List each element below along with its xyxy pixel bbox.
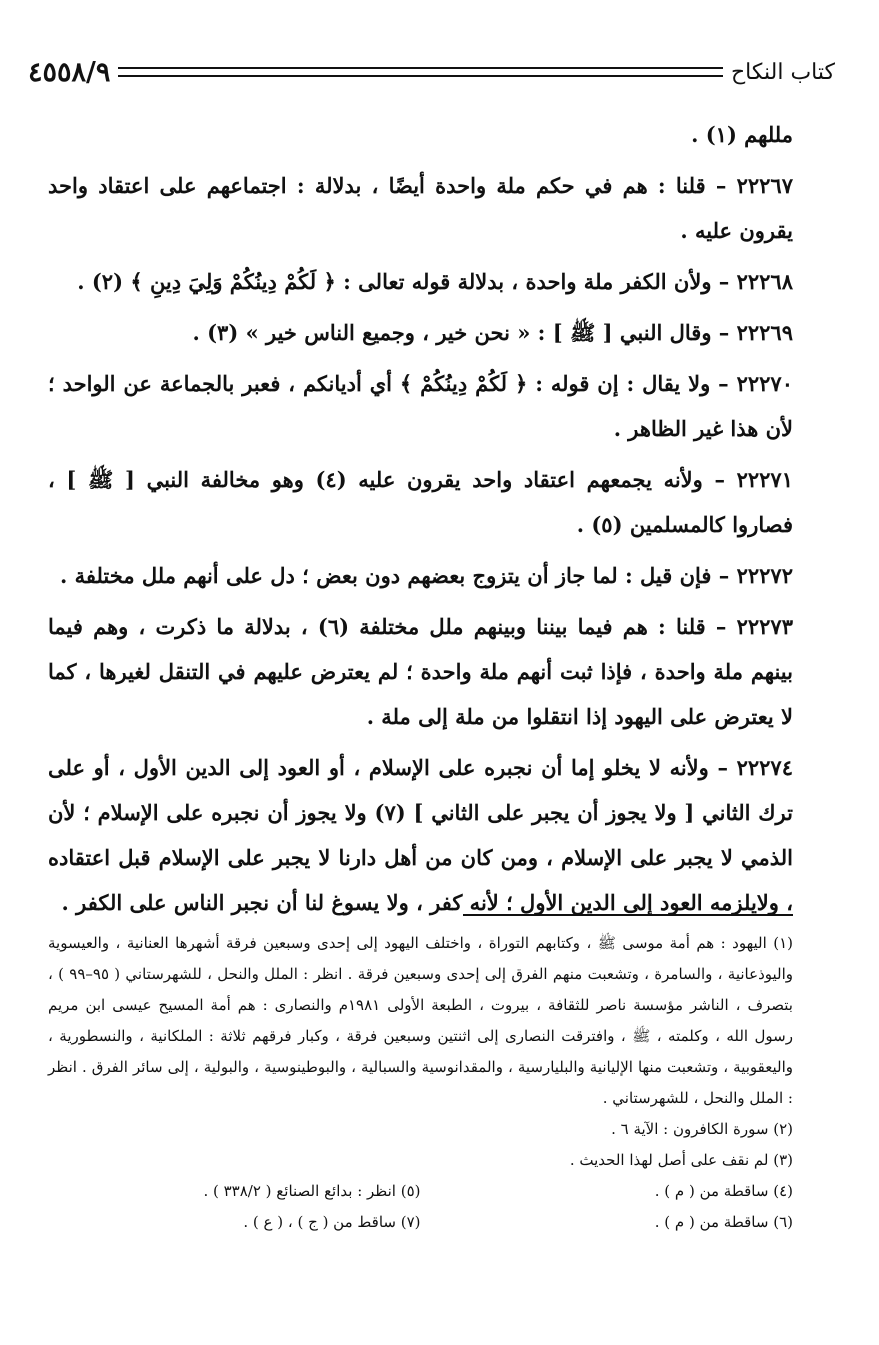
footnotes [48,928,793,1238]
paragraph-text: – ولأن الكفر ملة واحدة ، بدلالة قوله تعالى : ﴿ لَكُمْ دِينُكُمْ وَلِيَ دِينِ ﴾ (٢) . [77,269,737,294]
book-title: كتاب النكاح [730,59,835,85]
footnote-separator [463,914,793,916]
paragraph-number: ٢٢٢٧٤ [736,755,793,780]
page-number: ٤٥٥٨/٩ [28,56,111,88]
paragraph-text: مللهم (١) . [691,122,793,147]
footnote: (٧) ساقط من ( ج ) ، ( ع ) . [243,1213,421,1231]
paragraph-text: – قلنا : هم فيما بيننا وبينهم ملل مختلفة (٦) ، بدلالة ما ذكرت ، وهم فيما بينهم ملة واحدة ، فإذا ثبت أنهم ملة واحدة ؛ لم يعترض عليهم في التنقل لغيرها ، كما لا يعترض على اليهود إذا انتقلوا من ملة إلى ملة . [48,614,793,729]
paragraph [48,361,793,451]
paragraph-number: ٢٢٢٦٧ [736,173,793,198]
paragraph-text: – قلنا : هم في حكم ملة واحدة أيضًا ، بدلالة : اجتماعهم على اعتقاد واحد يقرون عليه . [48,173,793,243]
footnote: (٥) انظر : بدائع الصنائع ( ٣٣٨/٢ ) . [203,1182,421,1200]
page-header [28,52,835,92]
footnote: (٦) ساقطة من ( م ) . [654,1213,793,1231]
paragraph-text: – وقال النبي [ ﷺ ] : « نحن خير ، وجميع الناس خير » (٣) . [192,320,737,345]
paragraph [48,163,793,253]
main-text [48,112,793,931]
footnote: (١) اليهود : هم أمة موسى ﷺ ، وكتابهم التوراة ، واختلف اليهود إلى إحدى وسبعين فرقة أشهرها العنانية ، والعيسوية واليوذعانية ، والسامرة ، وتشعبت منهم الفرق إلى إحدى وسبعين فرقة . انظر : الملل والنحل ، للشهرستاني ( ٩٥–٩٩ ) ، بتصرف ، الناشر مؤسسة ناصر للثقافة ، بيروت ، الطبعة الأولى ١٩٨١م والنصارى : هم أمة المسيح عيسى ابن مريم رسول الله ، وكلمته ، ﷺ ، وافترقت النصارى إلى اثنتين وسبعين فرقة ، وكبار فرقهم ثلاثة : الملكانية ، والنسطورية ، واليعقوبية ، وتشعبت منها الإليانية والبليارسية ، والمقدانوسية والسبالية ، والبوطينوسية ، والبولية ، إلى سائر الفرق . انظر : الملل والنحل ، للشهرستاني . [48,934,794,1107]
paragraph-text: – فإن قيل : لما جاز أن يتزوج بعضهم دون بعض ؛ دل على أنهم ملل مختلفة . [59,563,737,588]
paragraph-number: ٢٢٢٧١ [736,467,793,492]
footnote-row [48,1176,793,1207]
paragraph-number: ٢٢٢٧٣ [736,614,793,639]
header-rule [118,67,723,77]
paragraph [48,259,793,304]
footnote: (٢) سورة الكافرون : الآية ٦ . [611,1120,793,1138]
paragraph [48,457,793,547]
paragraph-number: ٢٢٢٦٨ [736,269,793,294]
paragraph-text: – ولأنه لا يخلو إما أن نجبره على الإسلام ، أو العود إلى الدين الأول ، أو على ترك الثاني [ ولا يجوز أن يجبر على الثاني ] (٧) ولا يجوز أن نجبره على الإسلام ؛ لأن الذمي لا يجبر على الإسلام ، ومن كان من أهل دارنا لا يجبر على الإسلام قبل اعتقاده ، ولايلزمه العود إلى الدين الأول ؛ لأنه كفر ، ولا يسوغ لنا أن نجبر الناس على الكفر . [48,755,793,915]
footnote-row [48,1207,793,1238]
paragraph [48,310,793,355]
paragraph [48,745,793,925]
footnote: (٣) لم نقف على أصل لهذا الحديث . [569,1151,793,1169]
paragraph [48,553,793,598]
footnote: (٤) ساقطة من ( م ) . [654,1182,793,1200]
paragraph-number: ٢٢٢٧٢ [736,563,793,588]
paragraph-number: ٢٢٢٦٩ [736,320,793,345]
paragraph-text: – ولأنه يجمعهم اعتقاد واحد يقرون عليه (٤) وهو مخالفة النبي [ ﷺ ] ، فصاروا كالمسلمين (٥) . [48,467,793,537]
paragraph [48,604,793,739]
paragraph-text: – ولا يقال : إن قوله : ﴿ لَكُمْ دِينُكُمْ ﴾ أي أديانكم ، فعبر بالجماعة عن الواحد ؛ لأن هذا غير الظاهر . [48,371,793,441]
paragraph [48,112,793,157]
paragraph-number: ٢٢٢٧٠ [736,371,793,396]
